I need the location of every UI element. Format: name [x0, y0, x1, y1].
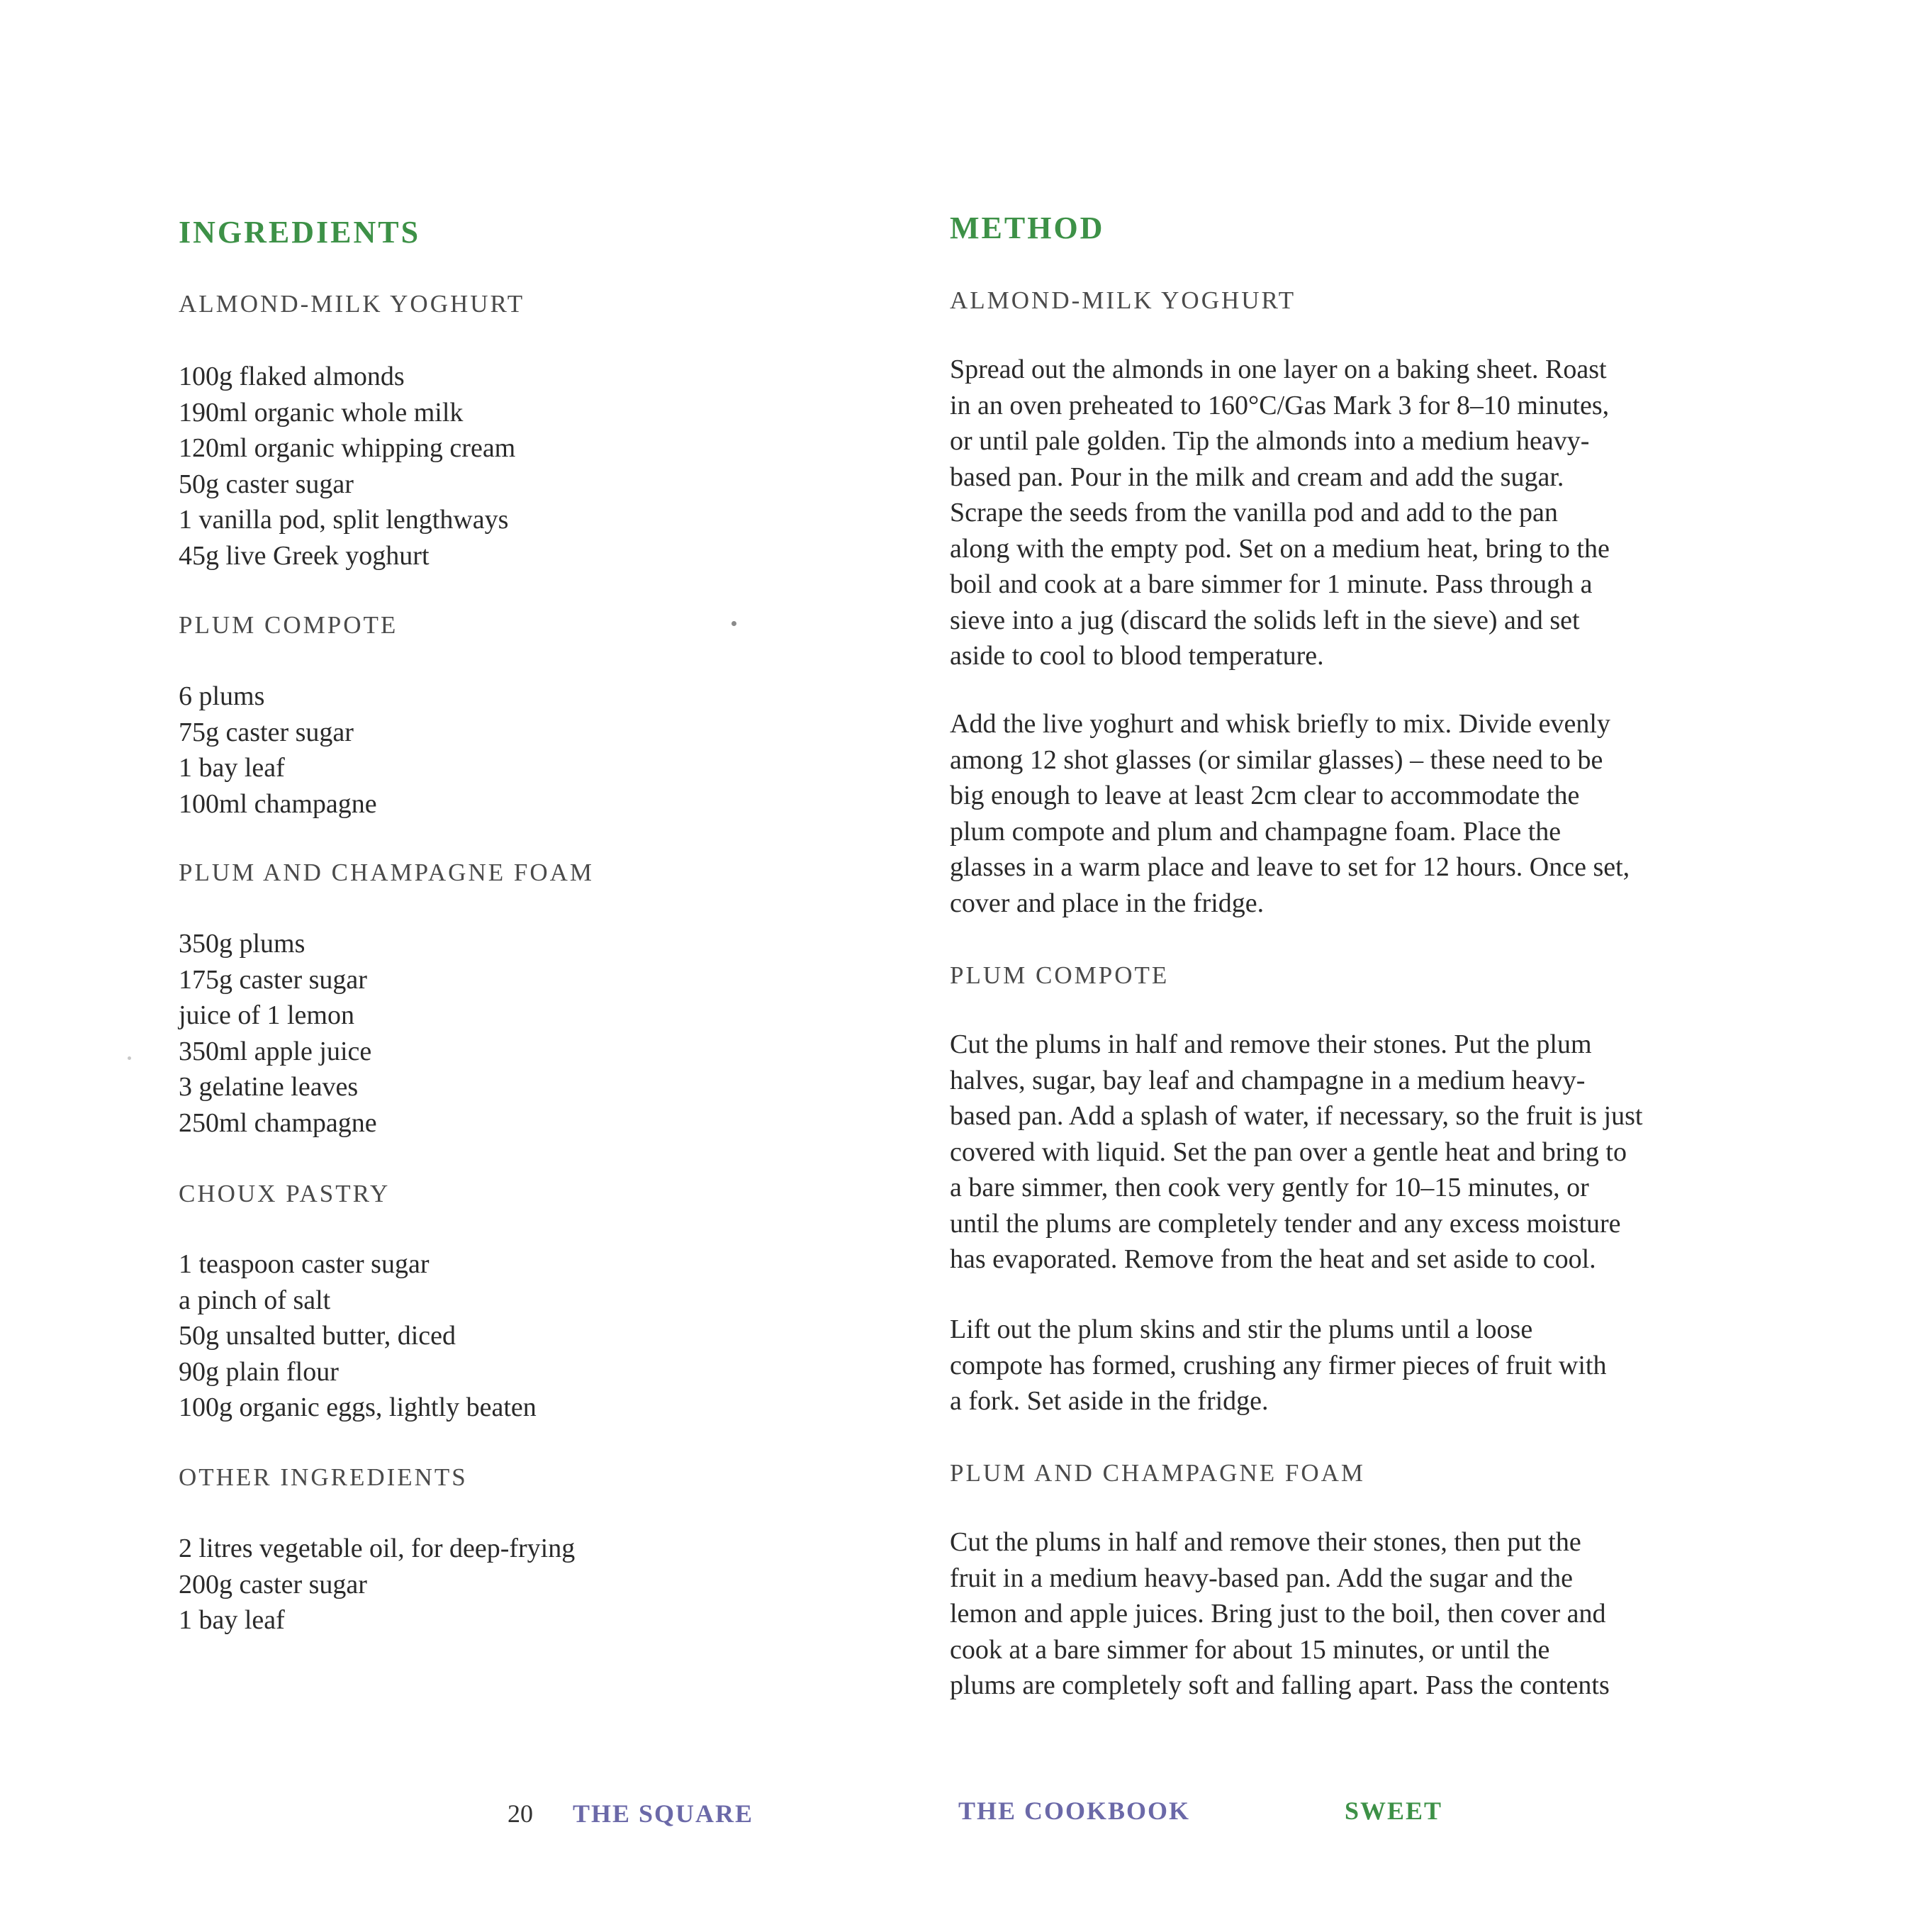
ingredients-section-heading: PLUM COMPOTE [179, 611, 398, 639]
method-paragraph [950, 1312, 1694, 1419]
ingredient-item: 100g organic eggs, lightly beaten [179, 1392, 537, 1422]
text-line: cook at a bare simmer for about 15 minutes, or until the [950, 1634, 1550, 1665]
ingredient-item: 190ml organic whole milk [179, 397, 464, 428]
method-paragraph [950, 352, 1694, 674]
text-line: big enough to leave at least 2cm clear to accommodate the [950, 781, 1580, 810]
text-line: plums are completely soft and falling apart. Pass the contents [950, 1670, 1610, 1700]
text-line: along with the empty pod. Set on a medium heat, bring to the [950, 533, 1610, 564]
text-line: boil and cook at a bare simmer for 1 minute. Pass through a [950, 569, 1593, 599]
method-title: METHOD [950, 211, 1105, 245]
ingredient-item: 200g caster sugar [179, 1569, 367, 1599]
book-title-left: THE SQUARE [573, 1799, 754, 1828]
text-line: Lift out the plum skins and stir the plums until a loose [950, 1314, 1533, 1344]
text-line: until the plums are completely tender and any excess moisture [950, 1208, 1621, 1239]
ingredient-item: 1 bay leaf [179, 1605, 285, 1635]
scan-speck [731, 621, 736, 626]
method-section-heading: PLUM COMPOTE [950, 961, 1170, 989]
ingredient-item: 3 gelatine leaves [179, 1072, 359, 1102]
page-number: 20 [508, 1799, 533, 1828]
text-line: cover and place in the fridge. [950, 888, 1265, 918]
ingredient-item: 100ml champagne [179, 788, 377, 819]
ingredient-item: 6 plums [179, 681, 265, 711]
method-paragraph [950, 1524, 1694, 1704]
method-paragraph [950, 1027, 1694, 1278]
ingredient-item: 1 teaspoon caster sugar [179, 1249, 430, 1279]
ingredient-item: 350ml apple juice [179, 1036, 372, 1066]
ingredient-item: 120ml organic whipping cream [179, 433, 516, 463]
text-line: a bare simmer, then cook very gently for 10–15 minutes, or [950, 1173, 1589, 1202]
text-line: or until pale golden. Tip the almonds into a medium heavy- [950, 426, 1590, 456]
text-line: compote has formed, crushing any firmer pieces of fruit with [950, 1350, 1607, 1380]
ingredient-item: 90g plain flour [179, 1356, 339, 1387]
method-paragraph [950, 706, 1694, 921]
ingredient-list [179, 679, 377, 822]
text-line: a fork. Set aside in the fridge. [950, 1386, 1269, 1416]
text-line: plum compote and plum and champagne foam. Place the [950, 816, 1562, 847]
text-line: glasses in a warm place and leave to set for 12 hours. Once set, [950, 852, 1630, 882]
text-line: Scrape the seeds from the vanilla pod and add to the pan [950, 498, 1558, 527]
ingredient-item: 250ml champagne [179, 1107, 377, 1138]
book-title-center: THE COOKBOOK [958, 1797, 1191, 1825]
scan-speck [128, 1056, 131, 1060]
text-line: halves, sugar, bay leaf and champagne in a medium heavy- [950, 1065, 1586, 1095]
ingredient-item: 1 bay leaf [179, 753, 285, 783]
ingredient-item: 50g caster sugar [179, 469, 354, 499]
ingredient-list [179, 359, 515, 574]
text-line: aside to cool to blood temperature. [950, 641, 1324, 671]
text-line: sieve into a jug (discard the solids left in the sieve) and set [950, 605, 1580, 635]
method-section-heading: PLUM AND CHAMPAGNE FOAM [950, 1459, 1366, 1487]
ingredient-item: juice of 1 lemon [179, 1000, 354, 1030]
ingredient-item: a pinch of salt [179, 1285, 331, 1315]
ingredient-item: 1 vanilla pod, split lengthways [179, 505, 509, 535]
text-line: based pan. Add a splash of water, if necessary, so the fruit is just [950, 1101, 1643, 1131]
text-line: fruit in a medium heavy-based pan. Add the sugar and the [950, 1563, 1574, 1593]
ingredient-item: 2 litres vegetable oil, for deep-frying [179, 1534, 576, 1563]
ingredients-section-heading: CHOUX PASTRY [179, 1180, 391, 1207]
ingredient-item: 350g plums [179, 929, 305, 959]
text-line: lemon and apple juices. Bring just to the boil, then cover and [950, 1599, 1606, 1629]
text-line: Add the live yoghurt and whisk briefly to mix. Divide evenly [950, 709, 1610, 739]
text-line: in an oven preheated to 160°C/Gas Mark 3 for 8–10 minutes, [950, 390, 1610, 420]
ingredient-list [179, 926, 377, 1141]
ingredient-list [179, 1531, 575, 1638]
ingredient-item: 50g unsalted butter, diced [179, 1321, 456, 1351]
ingredients-section-heading: OTHER INGREDIENTS [179, 1463, 468, 1491]
ingredients-section-heading: PLUM AND CHAMPAGNE FOAM [179, 859, 595, 886]
text-line: Cut the plums in half and remove their stones, then put the [950, 1527, 1581, 1557]
ingredient-item: 75g caster sugar [179, 717, 354, 747]
text-line: covered with liquid. Set the pan over a gentle heat and bring to [950, 1137, 1627, 1167]
section-label: SWEET [1345, 1797, 1443, 1825]
ingredient-item: 100g flaked almonds [179, 362, 405, 391]
ingredients-section-heading: ALMOND-MILK YOGHURT [179, 290, 525, 318]
method-section-heading: ALMOND-MILK YOGHURT [950, 286, 1296, 314]
text-line: has evaporated. Remove from the heat and set aside to cool. [950, 1244, 1596, 1274]
text-line: Cut the plums in half and remove their stones. Put the plum [950, 1029, 1592, 1059]
text-line: based pan. Pour in the milk and cream and add the sugar. [950, 462, 1564, 492]
ingredient-item: 175g caster sugar [179, 964, 367, 995]
ingredient-item: 45g live Greek yoghurt [179, 540, 430, 571]
ingredient-list [179, 1246, 537, 1426]
text-line: Spread out the almonds in one layer on a baking sheet. Roast [950, 354, 1607, 384]
ingredients-title: INGREDIENTS [179, 215, 421, 250]
text-line: among 12 shot glasses (or similar glasses) – these need to be [950, 744, 1603, 775]
